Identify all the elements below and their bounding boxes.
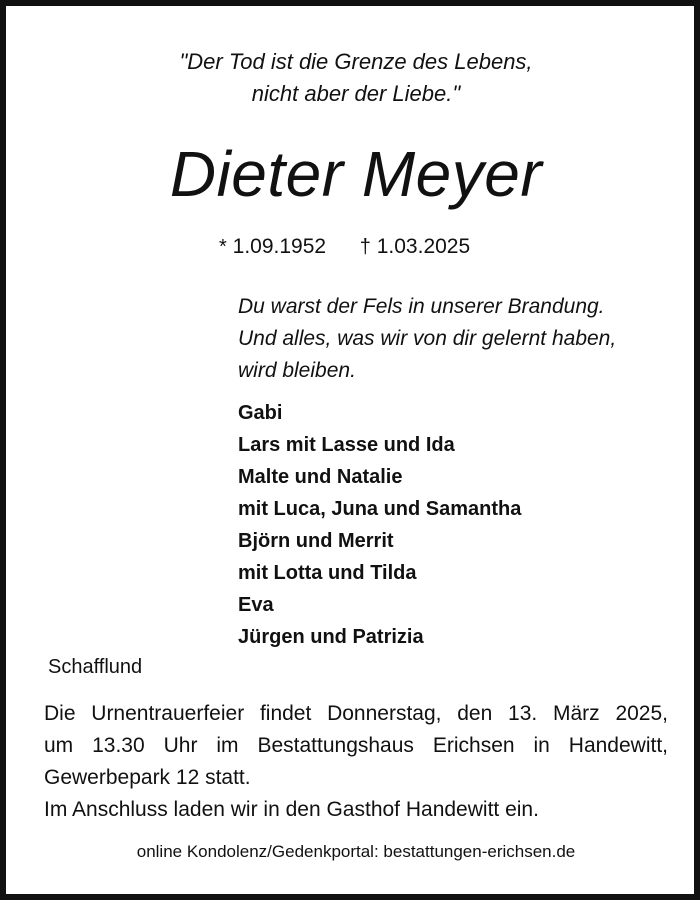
- mourner-line: Gabi: [238, 402, 283, 424]
- mourner-line: Björn und Merrit: [238, 530, 394, 552]
- death-date: 1.03.2025: [376, 235, 471, 258]
- notice-line: Im Anschluss laden wir in den Gasthof Handewitt ein.: [44, 798, 539, 821]
- mourner-line: Jürgen und Patrizia: [238, 626, 424, 648]
- mourner-line: Malte und Natalie: [238, 466, 403, 488]
- life-dates: [219, 232, 470, 262]
- notice-line: um 13.30 Uhr im Bestattungshaus Erichsen in Handewitt,: [44, 734, 668, 757]
- birth-date: 1.09.1952: [232, 235, 327, 258]
- birth-symbol: *: [219, 236, 227, 258]
- motto-line: nicht aber der Liebe.": [251, 81, 461, 106]
- notice-line: Gewerbepark 12 statt.: [44, 766, 251, 789]
- death-cross-icon: †: [359, 236, 371, 258]
- mourner-line: mit Lotta und Tilda: [238, 562, 417, 584]
- verse-line: wird bleiben.: [238, 359, 356, 382]
- mourners-list: [238, 397, 521, 653]
- deceased-name: Dieter Meyer: [169, 138, 543, 210]
- verse-line: Und alles, was wir von dir gelernt haben,: [238, 327, 617, 350]
- verse-line: Du warst der Fels in unserer Brandung.: [238, 295, 605, 318]
- mourner-line: Eva: [238, 594, 274, 616]
- condolence-portal-note: online Kondolenz/Gedenkportal: bestattungen-erichsen.de: [136, 842, 576, 861]
- notice-line: Die Urnentrauerfeier findet Donnerstag, den 13. März 2025,: [44, 702, 668, 725]
- motto-quote: [6, 46, 700, 110]
- memorial-verse: [238, 291, 616, 387]
- funeral-notice: [44, 698, 668, 826]
- place-name: Schafflund: [48, 656, 143, 678]
- motto-line: "Der Tod ist die Grenze des Lebens,: [179, 49, 533, 74]
- mourner-line: mit Luca, Juna und Samantha: [238, 498, 522, 520]
- mourner-line: Lars mit Lasse und Ida: [238, 434, 455, 456]
